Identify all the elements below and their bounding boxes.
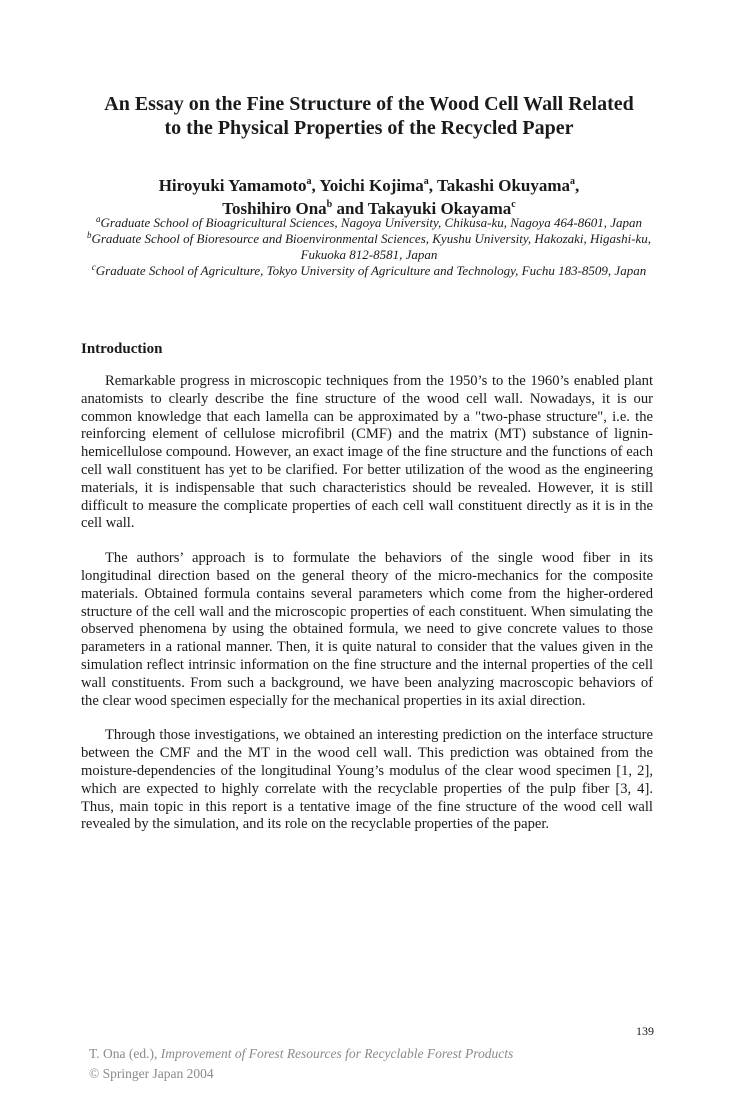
affiliation-text: Graduate School of Bioagricultural Sciences, Nagoya University, Chikusa-ku, Nagoya 464-8601, Japan — [100, 215, 643, 230]
affiliation-a — [76, 215, 662, 231]
book-footer — [89, 1044, 513, 1084]
author-name: Takashi Okuyama — [436, 176, 571, 195]
affiliation-b — [76, 231, 662, 263]
affiliation-mark: c — [91, 262, 96, 272]
paragraph: Remarkable progress in microscopic techniques from the 1950’s to the 1960’s enabled plant anatomists to clearly describe the fine structure of the wood cell wall. Nowadays, it is our common knowledge that each lamella can be approximated by a "two-phase structure", i.e. the reinforcing element of cellulose microfibril (CMF) and the matrix (MT) substance of lignin-hemicellulose compound. However, an exact image of the fine structure and the functions of each cell wall constituent has yet to be clarified. For better utilization of the wood as the engineering materials, it is indispensable that such characteristics should be revealed. However, it is still difficult to measure the complicate properties of each cell wall constituent directly as it is in the cell wall. — [81, 373, 653, 532]
footer-editor: T. Ona (ed.), — [89, 1046, 161, 1061]
affiliation-mark: b — [86, 230, 92, 240]
affiliation-text: Graduate School of Bioresource and Bioenvironmental Sciences, Kyushu University, Hakozaki, Higashi-ku, Fukuoka 812-8581, Japan — [91, 231, 652, 262]
author-affiliation-mark: c — [511, 199, 516, 210]
author-affiliation-mark: a — [423, 176, 429, 187]
paper-title — [60, 92, 678, 140]
body-text — [81, 373, 653, 851]
affiliation-c — [76, 263, 662, 279]
affiliation-list — [76, 215, 662, 279]
author-name: Takayuki Okayama — [367, 199, 512, 218]
affiliation-mark: a — [95, 214, 101, 224]
footer-copyright: © Springer Japan 2004 — [89, 1066, 214, 1081]
author-name: Hiroyuki Yamamoto — [158, 176, 307, 195]
author-line-1 — [60, 174, 678, 197]
footer-book-title: Improvement of Forest Resources for Recyclable Forest Products — [160, 1046, 514, 1061]
paragraph: The authors’ approach is to formulate the behaviors of the single wood fiber in its longitudinal direction based on the general theory of the micro-mechanics for the composite materials. Obtained formula contains several parameters which come from the higher-ordered structure of the cell wall and the microscopic properties of each constituent. When simulating the observed phenomena by using the obtained formula, we need to give concrete values to those parameters in a rational manner. Then, it is quite natural to consider that the values given in the simulation reflect intrinsic information on the fine structure and the internal properties of the cell wall constituents. From such a background, we have been analyzing macroscopic behaviors of the clear wood specimen especially for the mechanical properties in its axial direction. — [81, 550, 653, 709]
author-name: Yoichi Kojima — [319, 176, 424, 195]
section-heading-introduction: Introduction — [81, 341, 163, 357]
affiliation-text: Graduate School of Agriculture, Tokyo University of Agriculture and Technology, Fuchu 183-8509, Japan — [95, 263, 647, 278]
paragraph: Through those investigations, we obtained an interesting prediction on the interface structure between the CMF and the MT in the wood cell wall. This prediction was obtained from the moisture-dependencies of the longitudinal Young’s modulus of the clear wood specimen [1, 2], which are expected to highly correlate with the recyclable properties of the pulp fiber [3, 4]. Thus, main topic in this report is a tentative image of the fine structure of the wood cell wall revealed by the simulation, and its role on the recyclable properties of the paper. — [81, 727, 653, 833]
footer-citation — [89, 1044, 513, 1064]
author-affiliation-mark: b — [326, 199, 333, 210]
author-name: Toshihiro Ona — [222, 199, 327, 218]
author-separator: , — [428, 176, 437, 195]
page-number: 139 — [636, 1024, 654, 1038]
author-separator: , — [311, 176, 320, 195]
author-affiliation-mark: a — [570, 176, 576, 187]
author-separator: and — [332, 199, 368, 218]
title-line-2: to the Physical Properties of the Recycled Paper — [164, 117, 574, 139]
author-affiliation-mark: a — [306, 176, 312, 187]
author-separator: , — [575, 176, 580, 195]
title-line-1: An Essay on the Fine Structure of the Wood Cell Wall Related — [104, 93, 634, 115]
author-list — [60, 174, 678, 220]
